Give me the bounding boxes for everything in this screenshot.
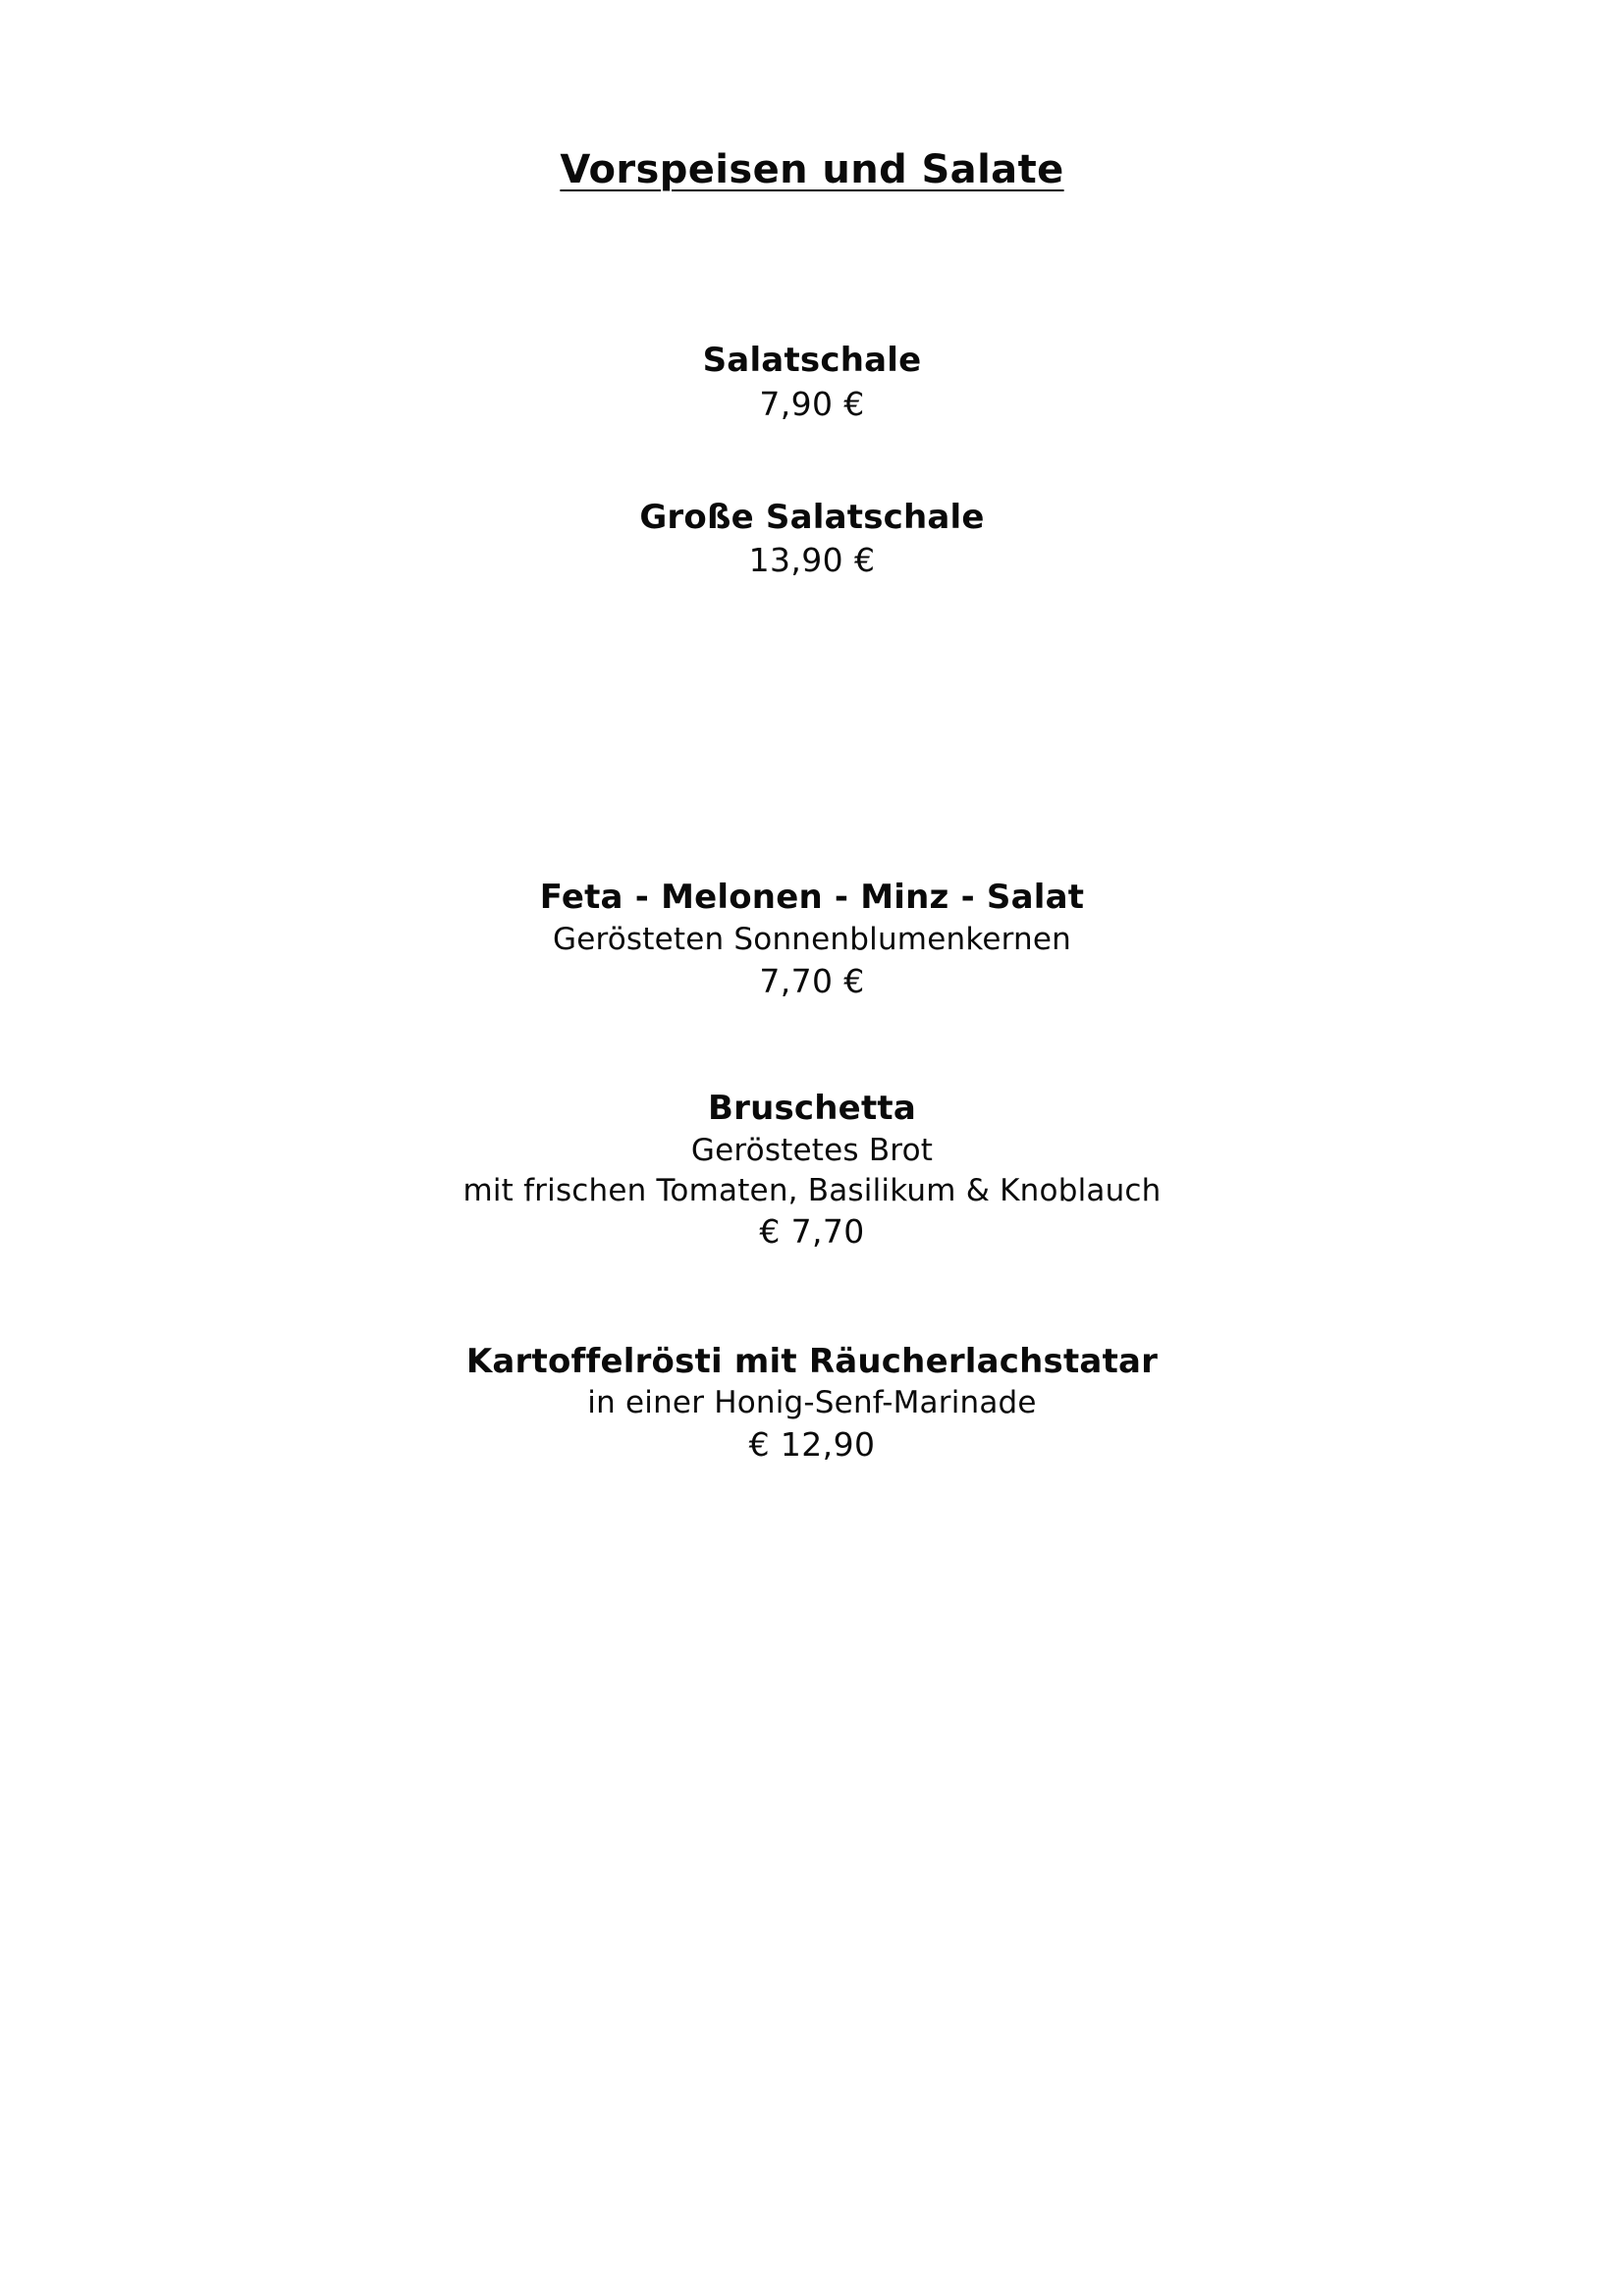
menu-item-description: Gerösteten Sonnenblumenkernen (552, 921, 1072, 957)
page-title: Vorspeisen und Salate (560, 147, 1064, 192)
menu-item (0, 1088, 1624, 1255)
menu-item (0, 340, 1624, 426)
menu-item-name: Große Salatschale (639, 497, 985, 537)
menu-item (0, 1341, 1624, 1468)
spacer (0, 192, 1624, 340)
menu-item-name: Salatschale (702, 341, 922, 380)
menu-item-price: 7,70 € (759, 961, 865, 1000)
menu-item-description: Geröstetes Brot (690, 1132, 934, 1168)
menu-item-price: € 12,90 (748, 1425, 876, 1465)
menu-item-price: 13,90 € (748, 541, 876, 580)
menu-item-description: mit frischen Tomaten, Basilikum & Knoblauch (462, 1172, 1162, 1208)
spacer (0, 1255, 1624, 1341)
menu-item-name: Feta - Melonen - Minz - Salat (539, 878, 1085, 918)
spacer (0, 426, 1624, 497)
spacer (0, 1003, 1624, 1088)
menu-item-price: € 7,70 (759, 1212, 865, 1252)
menu-item (0, 877, 1624, 1003)
menu-item-description: in einer Honig-Senf-Marinade (587, 1385, 1037, 1421)
menu-item-price: 7,90 € (759, 384, 865, 423)
spacer (0, 582, 1624, 877)
menu-item-name: Bruschetta (708, 1089, 916, 1129)
menu-item-name: Kartoffelrösti mit Räucherlachstatar (465, 1341, 1159, 1381)
menu-item (0, 497, 1624, 583)
menu-content (0, 147, 1624, 1467)
